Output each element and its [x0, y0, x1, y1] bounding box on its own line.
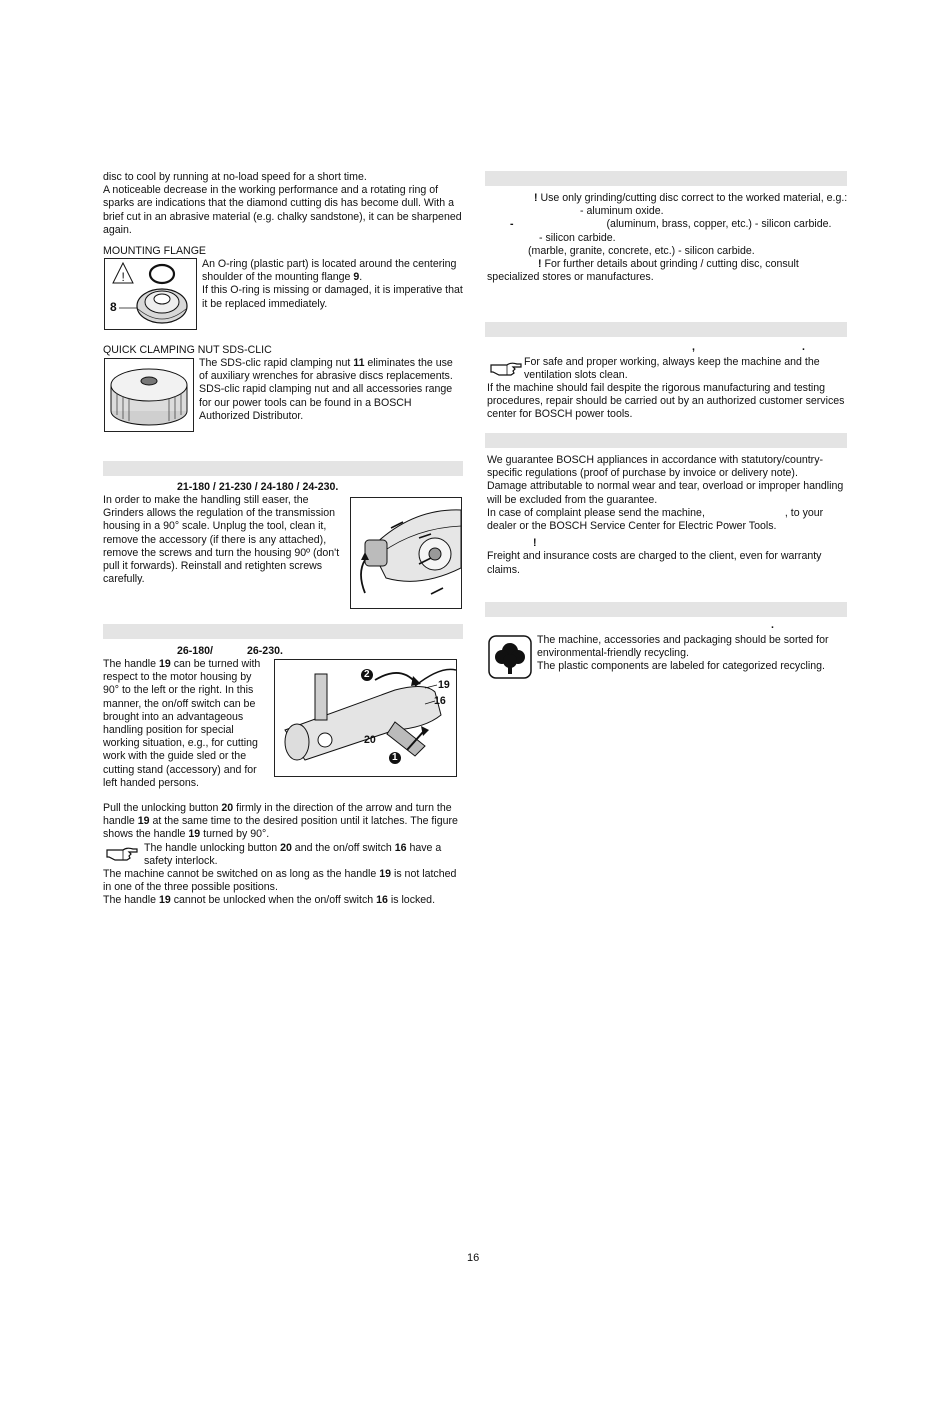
grinder-housing-illustration [351, 498, 461, 608]
handle-text [103, 802, 463, 908]
intro-paragraph: A noticeable decrease in the working performance and a rotating ring of sparks are indications that the diamond cutting dis has become dull. With a brief cut in an abrasive material (e.g. chalky sandstone), it can be sharpened again. [103, 184, 462, 236]
clamping-nut-illustration [105, 359, 193, 431]
discs-line-1: ! Use only grinding/cutting disc correct to the worked material, e.g.: [534, 192, 848, 204]
handle-fig-label-20: 20 [364, 734, 376, 746]
warranty-p2: Damage attributable to normal wear and tear, overload or improper handling will be excluded from the guarantee. [487, 480, 844, 506]
maintenance-mark-period: . [802, 341, 805, 353]
quick-clamp-p2: SDS-clic rapid clamping nut and all accessories range for our power tools can be found in a BOSCH Authorized Distributor. [199, 383, 453, 422]
discs-line-2: - aluminum oxide. [580, 205, 664, 218]
discs-text [487, 192, 849, 284]
discs-line-6: ! For further details about grinding / cutting disc, consult specialized stores or manufactures. [487, 258, 799, 284]
handle-models-b: 26-230. [247, 645, 283, 657]
intro-block [103, 171, 463, 237]
mounting-flange-p1: An O-ring (plastic part) is located around the centering shoulder of the mounting flange 9. [202, 258, 457, 284]
handle-intro-text: The handle 19 can be turned with respect to the motor housing by 90° to the left or the right. In this manner, the on/off switch can be brought into an advantageous handling position for special working situation, e.g., for cutting work with the guide sled or the cutting stand (accessory) and for left handed persons. [103, 658, 261, 789]
housing-models: 21-180 / 21-230 / 24-180 / 24-230. [177, 481, 339, 493]
clamping-nut-figure [104, 358, 194, 432]
tree-recycling-icon [488, 635, 532, 679]
environment-p1: The machine, accessories and packaging should be sorted for environmental-friendly recycling. [537, 634, 829, 660]
handle-fig-label-2: 2 [364, 669, 370, 680]
handle-models-a: 26-180/ [177, 645, 213, 657]
section-bar-housing [103, 461, 463, 476]
quick-clamp-text [199, 357, 464, 423]
handle-p3: The machine cannot be switched on as long as the handle 19 is not latched in one of the three possible positions. [103, 868, 457, 894]
section-bar-environment [485, 602, 847, 617]
handle-fig-label-19: 19 [438, 679, 450, 691]
pointing-hand-icon [489, 358, 523, 378]
quick-clamp-p1: The SDS-clic rapid clamping nut 11 eliminates the use of auxiliary wrenches for abrasive discs replacements. [199, 357, 453, 383]
quick-clamp-heading: QUICK CLAMPING NUT SDS-CLIC [103, 344, 272, 356]
flange-figure-label: 8 [110, 300, 117, 314]
warranty-p3: In case of complaint please send the machine, , to your dealer or the BOSCH Service Center for Electric Power Tools. [487, 506, 824, 533]
discs-line-5: (marble, granite, concrete, etc.) - silicon carbide. [528, 244, 755, 257]
discs-line-3: - (aluminum, brass, copper, etc.) - silicon carbide. [510, 218, 832, 231]
pointing-hand-icon [105, 843, 139, 863]
mounting-flange-figure [104, 258, 197, 330]
housing-text: In order to make the handling still easer, the Grinders allows the regulation of the transmission housing in a 90° scale. Unplug the tool, clean it, remove the accessory (if there is any attached), remove the screws and turn the housing 90º (don't pull it forwards). Reinstall and retighten screws carefully. [103, 494, 340, 586]
maintenance-mark-comma: , [692, 341, 695, 353]
warranty-excl: ! [533, 537, 537, 550]
flange-illustration [105, 259, 196, 329]
mounting-flange-p2: If this O-ring is missing or damaged, it is imperative that it be replaced immediately. [202, 284, 463, 310]
section-bar-handle [103, 624, 463, 639]
warranty-text [487, 454, 849, 577]
handle-p2: Pull the unlocking button 20 firmly in the direction of the arrow and turn the handle 19 at the same time to the desired position until it latches. The figure shows the handle 19 turned by 90°. [103, 802, 458, 841]
svg-text:!: ! [121, 270, 125, 284]
section-bar-warranty [485, 433, 847, 448]
maintenance-note: For safe and proper working, always keep the machine and the ventilation slots clean. [524, 356, 820, 382]
handle-fig-label-1: 1 [392, 752, 398, 763]
mounting-flange-text [202, 258, 464, 311]
page-number: 16 [467, 1252, 480, 1264]
warranty-p4: Freight and insurance costs are charged to the client, even for warranty claims. [487, 550, 822, 576]
mounting-flange-heading: MOUNTING FLANGE [103, 245, 206, 257]
section-bar-maintenance [485, 322, 847, 337]
environment-text [537, 634, 849, 674]
section-bar-discs [485, 171, 847, 186]
housing-figure [350, 497, 462, 609]
discs-line-4: - silicon carbide. [539, 231, 616, 244]
maintenance-text: If the machine should fail despite the rigorous manufacturing and testing procedures, repair should be carried out by an authorized customer services center for BOSCH power tools. [487, 382, 845, 421]
warranty-p1: We guarantee BOSCH appliances in accordance with statutory/country-specific regulations (proof of purchase by invoice or delivery note). [487, 454, 824, 480]
handle-fig-label-16: 16 [434, 695, 446, 707]
intro-line: disc to cool by running at no-load speed for a short time. [103, 171, 367, 183]
environment-p2: The plastic components are labeled for categorized recycling. [537, 660, 825, 673]
handle-note: The handle unlocking button 20 and the on/off switch 16 have a safety interlock. [103, 842, 463, 868]
handle-figure [274, 659, 457, 777]
handle-p4: The handle 19 cannot be unlocked when the on/off switch 16 is locked. [103, 894, 436, 907]
environment-mark: . [771, 619, 774, 631]
